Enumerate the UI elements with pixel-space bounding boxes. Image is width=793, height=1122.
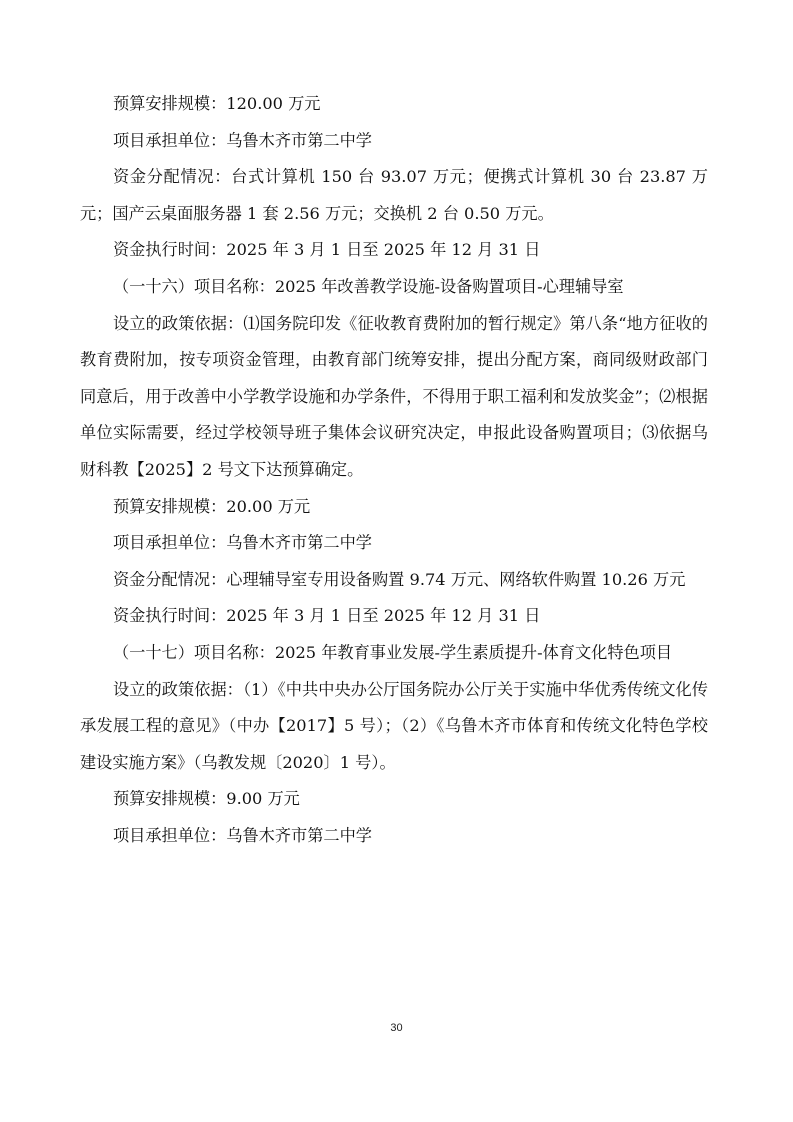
undertaking-unit-line: 项目承担单位：乌鲁木齐市第二中学 <box>113 533 372 553</box>
fund-allocation-paragraph: 资金分配情况：心理辅导室专用设备购置 9.74 万元、网络软件购置 10.26 万元 <box>113 569 686 589</box>
policy-basis-paragraph: 设立的政策依据：（1）《中共中央办公厅国务院办公厅关于实施中华优秀传统文化传承发展工程的意见》（中办【2017】5 号）；（2）《乌鲁木齐市体育和传统文化特色学校建设实施方案》（乌教发规〔2020〕1 号）。 <box>80 679 708 772</box>
policy-basis-paragraph: 设立的政策依据：⑴国务院印发《征收教育费附加的暂行规定》第八条“地方征收的教育费附加，按专项资金管理，由教育部门统筹安排，提出分配方案，商同级财政部门同意后，用于改善中小学教学设施和办学条件，不得用于职工福利和发放奖金”；⑵根据单位实际需要，经过学校领导班子集体会议研究决定，申报此设备购置项目；⑶依据乌财科教【2025】2 号文下达预算确定。 <box>80 313 708 479</box>
undertaking-unit-line: 项目承担单位：乌鲁木齐市第二中学 <box>113 825 372 845</box>
undertaking-unit-line: 项目承担单位：乌鲁木齐市第二中学 <box>113 130 372 150</box>
fund-allocation-paragraph: 资金分配情况：台式计算机 150 台 93.07 万元；便携式计算机 30 台 23.87 万元；国产云桌面服务器 1 套 2.56 万元；交换机 2 台 0.50 万元。 <box>80 167 708 223</box>
project-16-heading: （一十六）项目名称：2025 年改善教学设施-设备购置项目-心理辅导室 <box>113 276 624 296</box>
page-number: 30 <box>390 1022 403 1034</box>
project-17-heading: （一十七）项目名称：2025 年教育事业发展-学生素质提升-体育文化特色项目 <box>113 642 673 662</box>
budget-scale-line: 预算安排规模：20.00 万元 <box>113 496 311 516</box>
execution-time-line: 资金执行时间：2025 年 3 月 1 日至 2025 年 12 月 31 日 <box>113 240 541 260</box>
document-body <box>80 86 708 854</box>
budget-scale-line: 预算安排规模：120.00 万元 <box>113 94 321 113</box>
execution-time-line: 资金执行时间：2025 年 3 月 1 日至 2025 年 12 月 31 日 <box>113 606 541 626</box>
budget-scale-line: 预算安排规模：9.00 万元 <box>113 789 300 809</box>
